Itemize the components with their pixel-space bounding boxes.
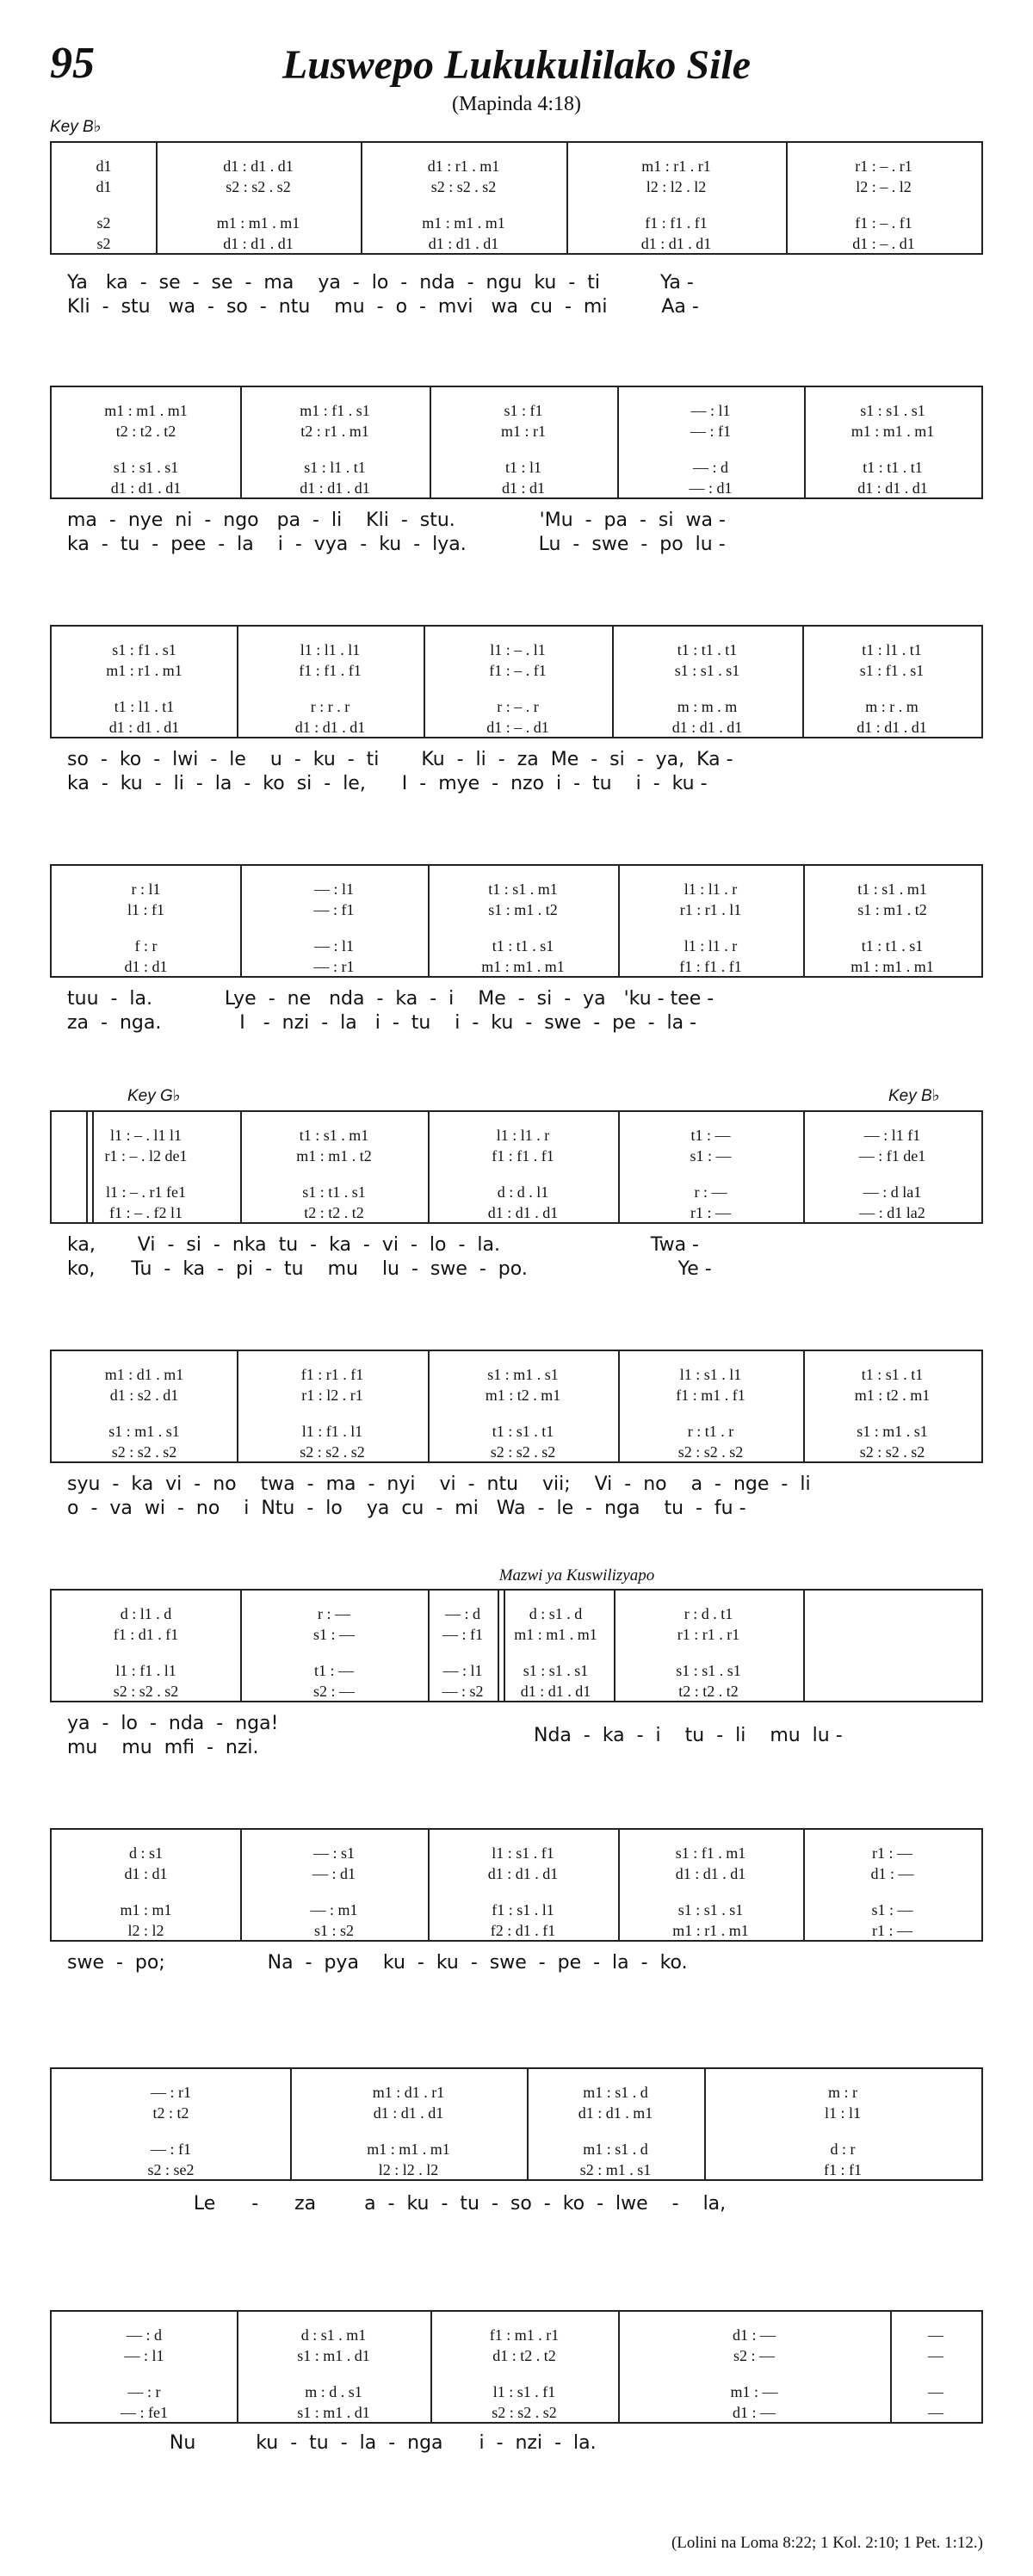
note-cell: s1 : l1 . t1 [304, 459, 366, 476]
scripture-reference: (Lolini na Loma 8:22; 1 Kol. 2:10; 1 Pet. 1:12.) [671, 2534, 983, 2552]
note-cell: l1 : f1 . l1 [115, 1662, 176, 1679]
note-cell: s2 : s2 . s2 [490, 1443, 556, 1461]
voice-row-2 [52, 1386, 981, 1405]
note-cell: f1 : s1 . l1 [492, 1901, 554, 1918]
note-cell: f1 : d1 . f1 [113, 1626, 179, 1643]
note-cell: m1 : r1 . r1 [641, 158, 711, 175]
note-cell: d1 : d1 . d1 [223, 235, 294, 252]
note-cell: — : s1 [312, 1844, 355, 1862]
note-cell: s2 : — [733, 2347, 775, 2364]
lyric-line: ka - ku - li - la - ko si - le, I - mye - nzo i - tu i - ku - [67, 773, 708, 794]
note-cell: d : r [830, 2140, 856, 2158]
note-cell: — : s2 [442, 1683, 484, 1700]
voice-row-3 [52, 2382, 981, 2401]
note-cell: d1 : d1 [124, 958, 168, 975]
lyric-line: ma - nye ni - ngo pa - li Kli - stu. 'Mu - pa - si wa - [67, 510, 726, 531]
note-cell: l1 : – . l1 l1 [109, 1127, 182, 1144]
note-cell: — : l1 [313, 880, 354, 898]
note-cell: m : r [828, 2084, 857, 2101]
note-cell: s1 : s1 . s1 [523, 1662, 589, 1679]
note-cell: d : s1 . d [529, 1605, 583, 1622]
note-cell: r1 : – . r1 [855, 158, 912, 175]
note-cell: l2 : l2 [127, 1922, 164, 1939]
lyric-line: ko, Tu - ka - pi - tu mu lu - swe - po. Ye - [67, 1258, 712, 1280]
note-cell: l1 : s1 . f1 [492, 1844, 554, 1862]
note-cell: r1 : r1 . l1 [679, 901, 742, 918]
note-cell: — : f1 [690, 423, 731, 440]
note-cell: f : r [134, 937, 158, 954]
note-cell: m1 : m1 . m1 [851, 423, 935, 440]
note-cell: — : l1 [124, 2347, 164, 2364]
note-cell: l1 : l1 [824, 2104, 861, 2122]
note-cell: m1 : d1 . m1 [104, 1366, 184, 1383]
voice-row-3 [52, 697, 981, 716]
note-cell: m1 : f1 . s1 [300, 402, 370, 419]
note-cell: m1 : s1 . d [583, 2084, 648, 2101]
note-cell: s2 : s2 . s2 [430, 178, 497, 195]
note-cell: — : f1 de1 [858, 1147, 926, 1164]
note-cell: t1 : t1 . t1 [863, 459, 923, 476]
lyric-line: swe - po; Na - pya ku - ku - swe - pe - la - ko. [67, 1952, 688, 1974]
lyric-line: Nu ku - tu - la - nga i - nzi - la. [67, 2432, 597, 2454]
voice-row-1 [52, 401, 981, 420]
note-cell: m1 : r1 . m1 [106, 662, 182, 679]
lyric-line: ya - lo - nda - nga! [67, 1713, 279, 1734]
note-cell: d1 : d1 . d1 [857, 479, 928, 497]
note-cell: s1 : — [312, 1626, 355, 1643]
note-cell: s1 : m1 . d1 [297, 2347, 370, 2364]
note-cell: t1 : s1 . m1 [299, 1127, 369, 1144]
note-cell: l1 : l1 . l1 [300, 641, 361, 658]
note-cell: f1 : f1 . f1 [492, 1147, 554, 1164]
voice-row-4 [52, 234, 981, 253]
note-cell: s1 : m1 . s1 [487, 1366, 559, 1383]
note-cell: — : d [692, 459, 728, 476]
note-cell: s1 : t1 . s1 [302, 1183, 366, 1201]
voice-row-2 [52, 422, 981, 441]
note-cell: d1 : r1 . m1 [427, 158, 500, 175]
system-4 [50, 864, 983, 978]
note-cell: m1 : t2 . m1 [485, 1387, 561, 1404]
note-cell: r : — [694, 1183, 727, 1201]
lyric-line: za - nga. I - nzi - la i - tu i - ku - swe - pe - la - [67, 1012, 697, 1034]
note-cell: l1 : l1 . r [496, 1127, 550, 1144]
note-cell: — [928, 2383, 943, 2400]
voice-row-3 [52, 458, 981, 477]
note-cell: m1 : — [730, 2383, 778, 2400]
note-cell: t1 : — [690, 1127, 731, 1144]
note-cell: m : m . m [677, 698, 738, 715]
note-cell: s2 [96, 235, 111, 252]
voice-row-3 [52, 2140, 981, 2159]
note-cell: t1 : t1 . t1 [677, 641, 738, 658]
note-cell: m1 : r1 . m1 [672, 1922, 749, 1939]
note-cell: f1 : – . f1 [489, 662, 547, 679]
note-cell: s1 : f1 . s1 [112, 641, 176, 658]
note-cell: — : f1 [313, 901, 355, 918]
note-cell: m1 : d1 . r1 [372, 2084, 445, 2101]
note-cell: — : l1 f1 [863, 1127, 921, 1144]
note-cell: m1 : t2 . m1 [854, 1387, 931, 1404]
voice-row-2 [52, 1146, 981, 1165]
system-10 [50, 2310, 983, 2424]
note-cell: m : r . m [865, 698, 919, 715]
note-cell: s2 : — [312, 1683, 355, 1700]
note-cell: r : d . t1 [684, 1605, 733, 1622]
system-9 [50, 2067, 983, 2181]
note-cell: d : d . l1 [497, 1183, 549, 1201]
note-cell: s2 : s2 . s2 [226, 178, 291, 195]
voice-row-3 [52, 213, 981, 232]
note-cell: s2 : s2 . s2 [492, 2404, 557, 2421]
note-cell: s1 : — [871, 1901, 913, 1918]
voice-row-3 [52, 936, 981, 955]
note-cell: s2 : s2 . s2 [111, 1443, 177, 1461]
voice-row-1 [52, 1126, 981, 1145]
note-cell: — : fe1 [121, 2404, 168, 2421]
note-cell: — : f1 [442, 1626, 483, 1643]
note-cell: f1 : f1 . f1 [645, 214, 708, 232]
note-cell: d1 : – . d1 [486, 719, 549, 736]
note-cell: — [928, 2326, 943, 2344]
note-cell: d1 : t2 . t2 [492, 2347, 556, 2364]
note-cell: m1 : r1 [501, 423, 546, 440]
lyric-line: mu mu mfi - nzi. [67, 1737, 259, 1758]
section-label: Mazwi ya Kuswilizyapo [498, 1566, 655, 1585]
voice-row-1 [52, 157, 981, 176]
note-cell: d1 : s2 . d1 [109, 1387, 179, 1404]
note-cell: d : l1 . d [120, 1605, 172, 1622]
note-cell: s2 : m1 . s1 [579, 2161, 652, 2178]
note-cell: d1 : d1 . d1 [373, 2104, 444, 2122]
note-cell: s1 : m1 . t2 [857, 901, 927, 918]
note-cell: m1 : m1 . m1 [851, 958, 934, 975]
note-cell: l2 : l2 . l2 [646, 178, 707, 195]
note-cell: m1 : m1 . m1 [216, 214, 300, 232]
note-cell: f2 : d1 . f1 [490, 1922, 556, 1939]
note-cell: m1 : m1 . m1 [422, 214, 505, 232]
note-cell: d1 : d1 . d1 [300, 479, 370, 497]
note-cell: — : d1 [312, 1865, 356, 1882]
note-cell: t2 : t2 [152, 2104, 189, 2122]
system-3 [50, 625, 983, 738]
note-cell: — : r [127, 2383, 161, 2400]
note-cell: d1 : — [732, 2404, 776, 2421]
note-cell: s1 : s1 . s1 [676, 1662, 741, 1679]
note-cell: — : d1 [689, 479, 733, 497]
note-cell: — : l1 [690, 402, 731, 419]
note-cell: m1 : m1 . m1 [104, 402, 188, 419]
note-cell: t1 : t1 . s1 [861, 937, 924, 954]
note-cell: f1 : r1 . f1 [300, 1366, 364, 1383]
note-cell: m : d . s1 [305, 2383, 362, 2400]
note-cell: s1 : s1 . s1 [677, 1901, 744, 1918]
voice-row-3 [52, 1661, 981, 1680]
note-cell: r : r . r [310, 698, 350, 715]
note-cell: — : d la1 [863, 1183, 922, 1201]
note-cell: r1 : — [872, 1844, 912, 1862]
voice-row-4 [52, 1203, 981, 1222]
lyric-line: so - ko - lwi - le u - ku - ti Ku - li - za Me - si - ya, Ka - [67, 749, 733, 770]
note-cell: d1 : — [870, 1865, 914, 1882]
note-cell: s2 [96, 214, 111, 232]
key-label-start: Key B♭ [50, 118, 102, 136]
lyric-line: Kli - stu wa - so - ntu mu - o - mvi wa cu - mi Aa - [67, 296, 699, 318]
key-label-change-g-flat: Key G♭ [127, 1087, 181, 1105]
note-cell: d1 : d1 [124, 1865, 168, 1882]
note-cell: d1 : d1 . d1 [487, 1204, 559, 1221]
note-cell: — : d [126, 2326, 162, 2344]
voice-row-2 [52, 1864, 981, 1883]
note-cell: m1 : m1 . t2 [296, 1147, 372, 1164]
system-5 [50, 1110, 983, 1224]
system-2 [50, 386, 983, 499]
voice-row-4 [52, 1921, 981, 1940]
note-cell: m1 : m1 . m1 [481, 958, 565, 975]
hymn-title: Luswepo Lukukulilako Sile [281, 42, 752, 88]
voice-row-1 [52, 1604, 981, 1623]
note-cell: — : r1 [313, 958, 355, 975]
note-cell: r : – . r [497, 698, 539, 715]
note-cell: l1 : f1 [127, 901, 164, 918]
note-cell: d1 : d1 . d1 [640, 235, 712, 252]
lyric-line: syu - ka vi - no twa - ma - nyi vi - ntu vii; Vi - no a - nge - li [67, 1473, 811, 1495]
note-cell: d1 : d1 . d1 [675, 1865, 746, 1882]
voice-row-4 [52, 479, 981, 497]
note-cell: d1 : – . d1 [852, 235, 915, 252]
lyric-line: Le - za a - ku - tu - so - ko - lwe - la, [67, 2193, 727, 2215]
note-cell: s1 : m1 . s1 [108, 1423, 180, 1440]
voice-row-4 [52, 957, 981, 976]
note-cell: d1 : d1 . d1 [294, 719, 366, 736]
voice-row-3 [52, 1422, 981, 1441]
note-cell: d1 : d1 . d1 [108, 719, 180, 736]
note-cell: d1 : d1 . d1 [428, 235, 499, 252]
voice-row-2 [52, 2103, 981, 2122]
note-cell: s1 : — [690, 1147, 732, 1164]
note-cell: m1 : m1 [120, 1901, 172, 1918]
voice-row-2 [52, 2346, 981, 2365]
note-cell: f1 : f1 . f1 [299, 662, 362, 679]
note-cell: t1 : s1 . m1 [857, 880, 927, 898]
note-cell: d1 : d1 . d1 [857, 719, 927, 736]
voice-row-4 [52, 1682, 981, 1701]
note-cell: t1 : t1 . s1 [492, 937, 554, 954]
voice-row-1 [52, 1844, 981, 1863]
note-cell: t2 : t2 . t2 [304, 1204, 364, 1221]
voice-row-2 [52, 1625, 981, 1644]
note-cell: m1 : m1 . m1 [514, 1626, 597, 1643]
note-cell: l2 : l2 . l2 [378, 2161, 439, 2178]
note-cell: s2 : se2 [147, 2161, 195, 2178]
voice-row-2 [52, 177, 981, 196]
note-cell: d1 : d1 . d1 [671, 719, 743, 736]
voice-row-1 [52, 2326, 981, 2344]
note-cell: s1 : s1 . s1 [860, 402, 925, 419]
note-cell: s1 : f1 [504, 402, 543, 419]
note-cell: s1 : s2 [313, 1922, 354, 1939]
note-cell: r : — [318, 1605, 350, 1622]
note-cell: l1 : f1 . l1 [301, 1423, 363, 1440]
voice-row-4 [52, 718, 981, 737]
note-cell: — : d1 la2 [859, 1204, 925, 1221]
voice-row-4 [52, 2160, 981, 2179]
note-cell: d1 : d1 . d1 [223, 158, 294, 175]
hymn-number: 95 [50, 39, 95, 88]
note-cell: l1 : l1 . r [684, 937, 738, 954]
note-cell: r1 : — [690, 1204, 731, 1221]
note-cell: — : f1 [151, 2140, 191, 2158]
voice-row-1 [52, 1365, 981, 1384]
note-cell: d1 : — [732, 2326, 776, 2344]
note-cell: d1 : d1 . d1 [110, 479, 182, 497]
note-cell: t1 : l1 . t1 [114, 698, 175, 715]
note-cell: t1 : s1 . m1 [488, 880, 558, 898]
note-cell: s1 : f1 . m1 [675, 1844, 746, 1862]
note-cell: — : r1 [151, 2084, 191, 2101]
note-cell: s2 : s2 . s2 [859, 1443, 925, 1461]
note-cell: f1 : m1 . f1 [676, 1387, 745, 1404]
voice-row-4 [52, 2403, 981, 2422]
note-cell: d : s1 . m1 [300, 2326, 367, 2344]
note-cell: — [928, 2404, 943, 2421]
voice-row-4 [52, 1442, 981, 1461]
note-cell: l1 : – . r1 fe1 [106, 1183, 186, 1201]
note-cell: t1 : s1 . t1 [861, 1366, 924, 1383]
note-cell: l1 : l1 . r [684, 880, 738, 898]
note-cell: — : l1 [442, 1662, 483, 1679]
note-cell: r : t1 . r [687, 1423, 734, 1440]
note-cell: t2 : t2 . t2 [678, 1683, 739, 1700]
voice-row-3 [52, 1183, 981, 1202]
note-cell: r1 : – . l2 de1 [104, 1147, 188, 1164]
note-cell: — : d [444, 1605, 480, 1622]
note-cell: t2 : r1 . m1 [300, 423, 369, 440]
system-6 [50, 1350, 983, 1463]
note-cell: t1 : s1 . t1 [492, 1423, 554, 1440]
note-cell: s1 : s1 . s1 [113, 459, 179, 476]
lyric-line: o - va wi - no i Ntu - lo ya cu - mi Wa - le - nga tu - fu - [67, 1498, 746, 1519]
note-cell: r1 : l2 . r1 [301, 1387, 363, 1404]
note-cell: r1 : r1 . r1 [677, 1626, 740, 1643]
lyric-line: ka - tu - pee - la i - vya - ku - lya. Lu - swe - po lu - [67, 534, 726, 555]
note-cell: d1 : d1 [501, 479, 545, 497]
note-cell: d1 [96, 158, 112, 175]
lyric-line: ka, Vi - si - nka tu - ka - vi - lo - la. Twa - [67, 1234, 699, 1256]
note-cell: l1 : – . l1 [490, 641, 546, 658]
note-cell: m1 : m1 . m1 [367, 2140, 450, 2158]
note-cell: f1 : – . f2 l1 [109, 1204, 182, 1221]
note-cell: f1 : f1 [824, 2161, 862, 2178]
note-cell: l1 : s1 . f1 [492, 2383, 556, 2400]
voice-row-1 [52, 2083, 981, 2102]
lyric-line: Ya ka - se - se - ma ya - lo - nda - ngu ku - ti Ya - [67, 272, 694, 293]
voice-row-1 [52, 880, 981, 899]
lyric-line: tuu - la. Lye - ne nda - ka - i Me - si - ya 'ku - tee - [67, 988, 714, 1010]
note-cell: d : s1 [128, 1844, 163, 1862]
note-cell: d1 : d1 . d1 [487, 1865, 559, 1882]
system-8 [50, 1828, 983, 1942]
hymn-subtitle: (Mapinda 4:18) [452, 93, 581, 115]
note-cell: d1 : d1 . m1 [578, 2104, 653, 2122]
note-cell: l2 : – . l2 [856, 178, 912, 195]
note-cell: — : l1 [313, 937, 354, 954]
note-cell: s1 : f1 . s1 [859, 662, 925, 679]
note-cell: r : l1 [131, 880, 161, 898]
note-cell: — [928, 2347, 943, 2364]
note-cell: s1 : s1 . s1 [674, 662, 740, 679]
note-cell: s1 : m1 . d1 [297, 2404, 370, 2421]
note-cell: f1 : m1 . r1 [489, 2326, 560, 2344]
note-cell: t1 : — [313, 1662, 354, 1679]
note-cell: t2 : t2 . t2 [115, 423, 176, 440]
note-cell: t1 : l1 . t1 [862, 641, 922, 658]
note-cell: s2 : s2 . s2 [300, 1443, 365, 1461]
note-cell: d1 [96, 178, 112, 195]
lyric-line-right: Nda - ka - i tu - li mu lu - [534, 1725, 843, 1746]
note-cell: s1 : m1 . t2 [488, 901, 558, 918]
system-1 [50, 141, 983, 255]
note-cell: t1 : l1 [504, 459, 541, 476]
note-cell: d1 : d1 . d1 [520, 1683, 591, 1700]
system-7 [50, 1589, 983, 1702]
note-cell: l1 : s1 . l1 [679, 1366, 742, 1383]
note-cell: f1 : – . f1 [855, 214, 912, 232]
voice-row-2 [52, 661, 981, 680]
note-cell: s1 : m1 . s1 [857, 1423, 928, 1440]
key-label-change-b-flat: Key B♭ [888, 1087, 940, 1105]
note-cell: s2 : s2 . s2 [113, 1683, 179, 1700]
note-cell: m1 : s1 . d [583, 2140, 648, 2158]
note-cell: f1 : f1 . f1 [679, 958, 742, 975]
note-cell: r1 : — [872, 1922, 912, 1939]
voice-row-2 [52, 900, 981, 919]
voice-row-1 [52, 640, 981, 659]
note-cell: — : m1 [310, 1901, 358, 1918]
voice-row-3 [52, 1900, 981, 1919]
note-cell: s2 : s2 . s2 [677, 1443, 744, 1461]
